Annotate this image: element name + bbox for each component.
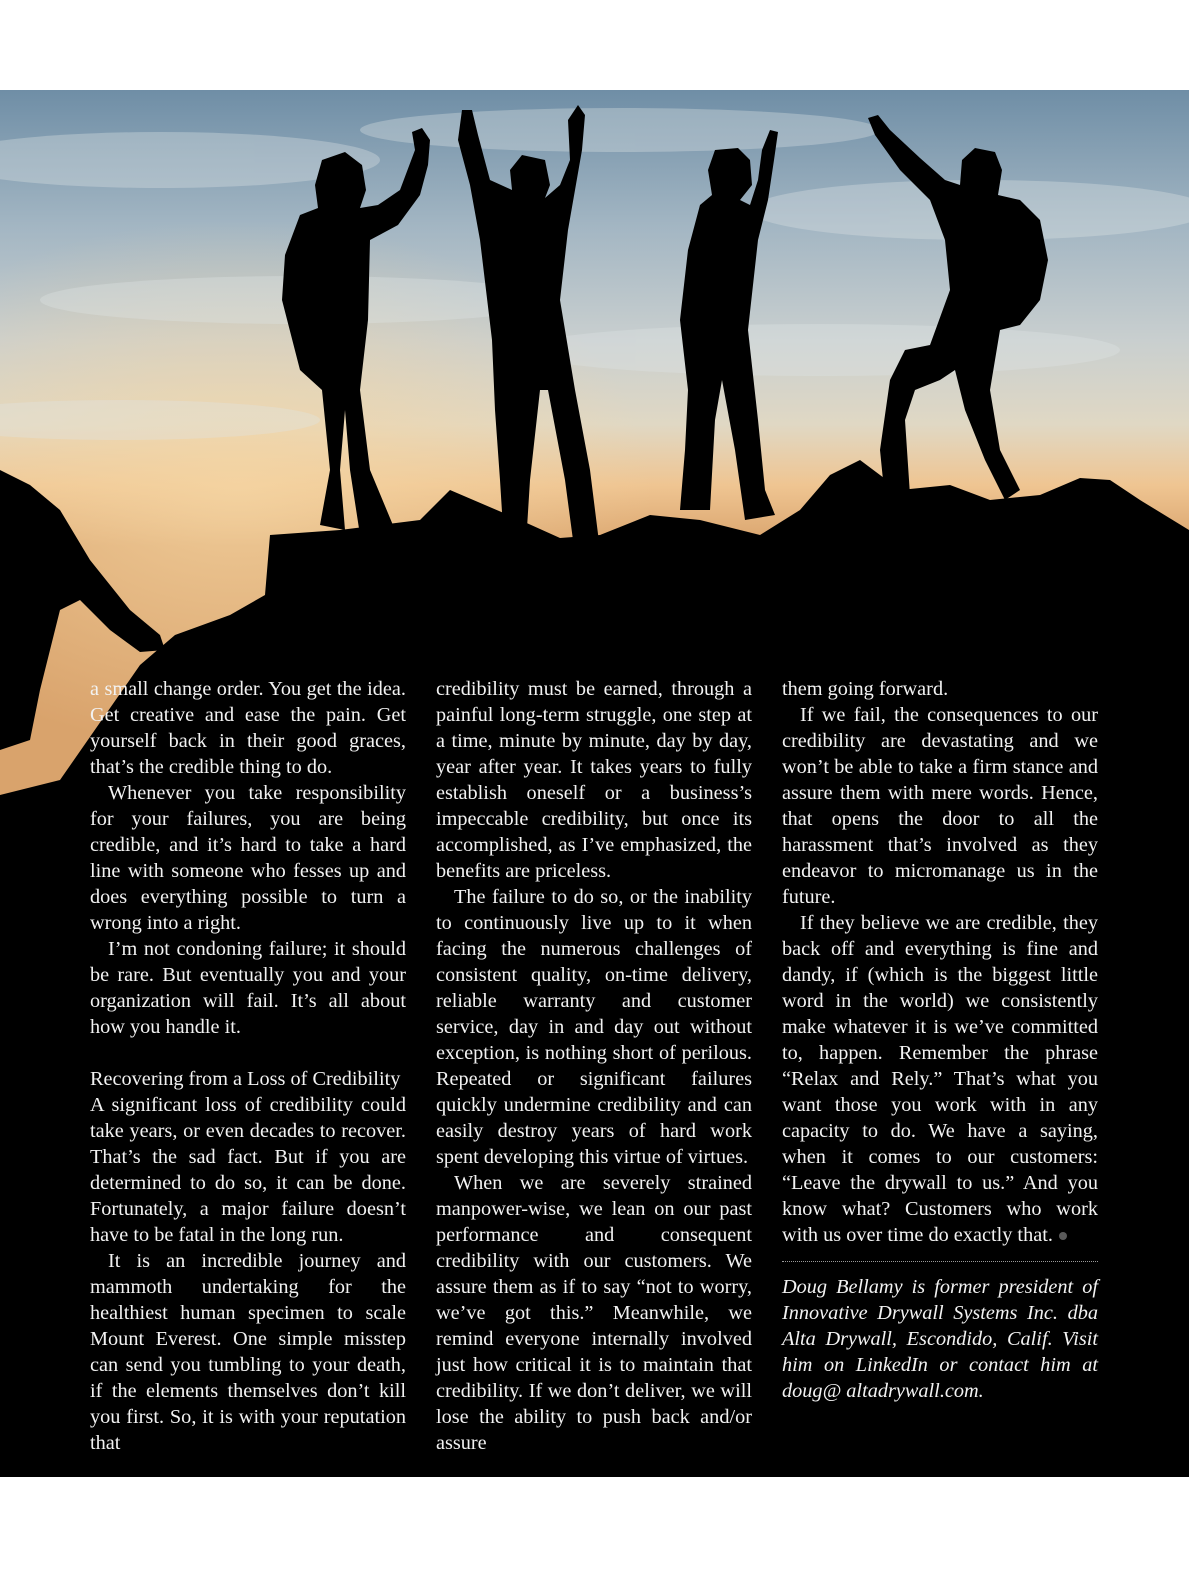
- paragraph: I’m not condoning failure; it should be rare. But eventually you and your organization will fail. It’s all about how you handle it.: [90, 938, 406, 1038]
- section-heading: Recovering from a Loss of Credibility: [90, 1068, 401, 1090]
- paragraph: The failure to do so, or the inability to continuously live up to it when facing the numerous challenges of consistent quality, on-time delivery, reliable warranty and customer service, day in and day out without exception, is nothing short of perilous. Repeated or significant failures quickly undermine credibility and can easily destroy years of hard work spent developing this virtue of virtues.: [436, 886, 752, 1168]
- author-bio: Doug Bellamy is former president of Innovative Drywall Systems Inc. dba Alta Drywall, Escondido, Calif. Visit him on LinkedIn or contact him at doug@ altadrywall.com.: [782, 1276, 1098, 1402]
- paragraph: If we fail, the consequences to our credibility are devastating and we won’t be able to take a firm stance and assure them with mere words. Hence, that opens the door to all the harassment that’s involved as they endeavor to micromanage us in the future.: [782, 704, 1098, 908]
- paragraph: A significant loss of credibility could take years, or even decades to recover. That’s the sad fact. But if you are determined to do so, it can be done. Fortunately, a major failure doesn’t have to be fatal in the long run.: [90, 1094, 406, 1246]
- paragraph: a small change order. You get the idea. Get creative and ease the pain. Get yourself back in their good graces, that’s the credible thing to do.: [90, 678, 406, 778]
- article-column-2: [436, 676, 752, 1456]
- paragraph: [782, 910, 1098, 1248]
- paragraph: credibility must be earned, through a painful long-term struggle, one step at a time, minute by minute, day by day, year after year. It takes years to fully establish oneself or a business’s impeccable credibility, but once its accomplished, as I’ve emphasized, the benefits are priceless.: [436, 678, 752, 882]
- article-column-1: [90, 676, 406, 1456]
- paragraph: When we are severely strained manpower-wise, we lean on our past performance and consequent credibility with our customers. We assure them as if to say “not to worry, we’ve got this.” Meanwhile, we remind everyone internally involved just how critical it is to maintain that credibility. If we don’t deliver, we will lose the ability to push back and/or assure: [436, 1172, 752, 1454]
- paragraph-text: If they believe we are credible, they back off and everything is fine and dandy, if (which is the biggest little word in the world) we consistently make whatever it is we’ve committed to, happen. Remember the phrase “Relax and Rely.” That’s what you want those you work with in any capacity to do. We have a saying, when it comes to our customers: “Leave the drywall to us.” And you know what? Customers who work with us over time do exactly that.: [782, 912, 1098, 1246]
- paragraph: Whenever you take responsibility for your failures, you are being credible, and it’s hard to take a hard line with someone who fesses up and does everything possible to turn a wrong into a right.: [90, 782, 406, 934]
- bio-divider: [782, 1261, 1098, 1262]
- paragraph: them going forward.: [782, 678, 949, 700]
- end-mark-icon: [1059, 1232, 1067, 1240]
- article-column-3: [782, 676, 1098, 1404]
- paragraph: It is an incredible journey and mammoth undertaking for the healthiest human specimen to scale Mount Everest. One simple misstep can send you tumbling to your death, if the elements themselves don’t kill you first. So, it is with your reputation that: [90, 1250, 406, 1454]
